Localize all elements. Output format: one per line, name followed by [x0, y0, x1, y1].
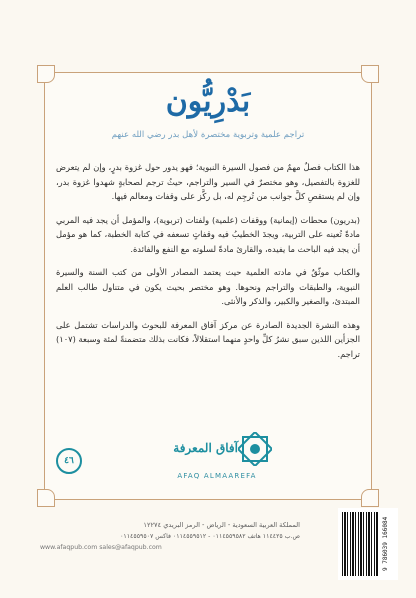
frame-corner: [361, 65, 379, 83]
blurb-paragraph: (بدريون) محطات (إيمانية) ووقفات (علمية) ولفتات (تربوية)، والمؤمل أن يجد فيه المربي مادةً تُعينه على التربية، ويجدَ الخطيبُ فيه وقفاتٍ تسعفه في كتابة الخطبة، كما هو مؤمل أن يجد فيه الباحث ما يفيده، والقارئ مادةً لسلوته مع النفع والفائدة.: [56, 214, 360, 254]
publisher-contact: [40, 520, 300, 553]
publisher-logo: [140, 432, 280, 494]
address-line: المملكة العربية السعودية - الرياض - الرمز البريدي ١٢٢٧٤: [143, 521, 300, 529]
web-line: www.afaqpub.com sales@afaqpub.com: [40, 544, 162, 551]
isbn-barcode: [338, 508, 398, 580]
blurb-paragraph: هذا الكتاب فصلٌ مهمٌ من فصول السيرة النبوية؛ فهو يدور حول غزوة بدرٍ، وإن لم يتعرض للغزوة بالتفصيل، وهو مختصرٌ في السير والتراجم، حيثُ ترجم لصحابةٍ شهدوا غزوة بدر، وإن لم يستقصِ كلَّ جوانب من تُرجِم له، بل ركَّز على وقفات ومعالم فيها.: [56, 162, 360, 201]
blurb-paragraph: وهذه النشرة الجديدة الصادرة عن مركز آفاق المعرفة للبحوث والدراسات تشتمل على الجزأين اللذين سبق نشرُ كلِّ واحدٍ منهما استقلالاً، فكانت بذلك متضمنةً لمئة وسبعة (١٠٧) تراجم.: [56, 319, 360, 359]
frame-corner: [37, 489, 55, 507]
phone-line: ص.ب ١١٤٤٢٥ هاتف ٠١١٤٥٥٩٥٨٢ - ٠١١٤٥٥٩٥١٢ فاكس ٠١١٤٥٥٩٥٠٧: [120, 533, 300, 540]
barcode-number: 9 786039 166084: [382, 516, 389, 572]
book-subtitle: تراجم علمية وتربوية مختصرة لأهل بدر رضي الله عنهم: [111, 130, 305, 140]
book-title: بَدْرِيُّون: [165, 84, 251, 119]
book-title-block: [110, 82, 306, 122]
publisher-name-ar: آفاق المعرفة: [173, 441, 238, 455]
frame-corner: [361, 489, 379, 507]
blurb: [56, 160, 360, 370]
barcode-bars: [342, 512, 378, 576]
publisher-name-en: AFAQ ALMAAREFA: [177, 472, 257, 480]
frame-corner: [37, 65, 55, 83]
blurb-paragraph: والكتاب موثّقٌ في مادته العلمية حيث يعتمد المصادر الأولى من كتب السنة والسيرة النبوية، والطبقات والتراجم ونحوها. وهو مختصر بحيث يكون في متناول طالب العلم المبتدئ، والصغير والكبير، والذكر والأنثى.: [56, 267, 360, 306]
series-number-badge: ٤٦: [56, 448, 82, 474]
publisher-emblem-icon: [238, 432, 272, 466]
